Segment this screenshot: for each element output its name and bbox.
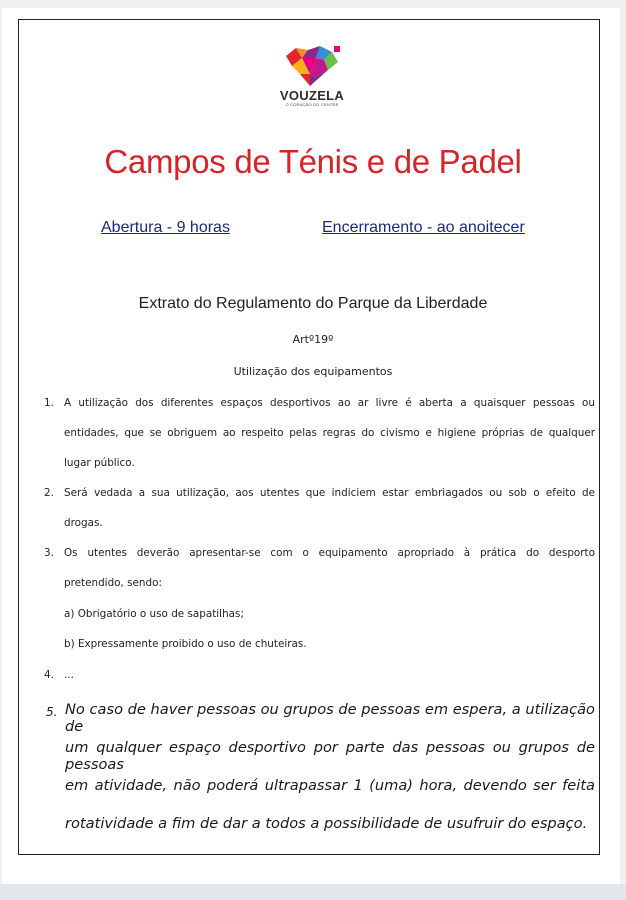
- list-item-number: 5.: [46, 705, 58, 719]
- article-number: Artº19º: [292, 333, 334, 346]
- list-item-line: A utilização dos diferentes espaços desportivos ao ar livre é aberta a quaisquer pessoas ou: [64, 397, 595, 409]
- page-bottom-background: [0, 884, 626, 900]
- list-item-line: Será vedada a sua utilização, aos utentes que indiciem estar embriagados ou sob o efeito de: [64, 487, 595, 499]
- vouzela-logo: [272, 44, 352, 107]
- closing-hours: Encerramento - ao anoitecer: [322, 219, 525, 236]
- regulation-extract-title: Extrato do Regulamento do Parque da Liberdade: [138, 295, 488, 312]
- list-item-line: pretendido, sendo:: [64, 577, 162, 589]
- list-item-number: 1.: [44, 397, 54, 409]
- page-title: Campos de Ténis e de Padel: [104, 143, 522, 180]
- list-item-line: ...: [64, 669, 74, 681]
- logo-tagline: O CORAÇÃO DO CENTRE: [285, 102, 339, 107]
- list-item-line: Os utentes deverão apresentar-se com o equipamento apropriado à prática do desporto: [64, 547, 595, 559]
- section-subtitle: Utilização dos equipamentos: [233, 365, 393, 378]
- list-item-line: lugar público.: [64, 457, 135, 469]
- list-item-line: No caso de haver pessoas ou grupos de pessoas em espera, a utilização de: [65, 701, 595, 735]
- list-item-number: 3.: [44, 547, 54, 559]
- list-item-line: entidades, que se obriguem ao respeito pelas regras do civismo e higiene próprias de qualquer: [64, 427, 595, 439]
- list-item-number: 4.: [44, 669, 54, 681]
- sub-item-b: b) Expressamente proibido o uso de chuteiras.: [64, 638, 307, 650]
- heart-logo-icon: [280, 44, 344, 90]
- list-item-line: rotatividade a fim de dar a todos a possibilidade de usufruir do espaço.: [65, 815, 588, 832]
- list-item-line: um qualquer espaço desportivo por parte das pessoas ou grupos de pessoas: [65, 739, 595, 773]
- logo-wordmark: VOUZELA: [279, 88, 345, 103]
- list-item-line: em atividade, não poderá ultrapassar 1 (uma) hora, devendo ser feita: [65, 777, 595, 794]
- list-item-number: 2.: [44, 487, 54, 499]
- opening-hours: Abertura - 9 horas: [101, 219, 230, 236]
- sub-item-a: a) Obrigatório o uso de sapatilhas;: [64, 608, 244, 620]
- list-item-line: drogas.: [64, 517, 103, 529]
